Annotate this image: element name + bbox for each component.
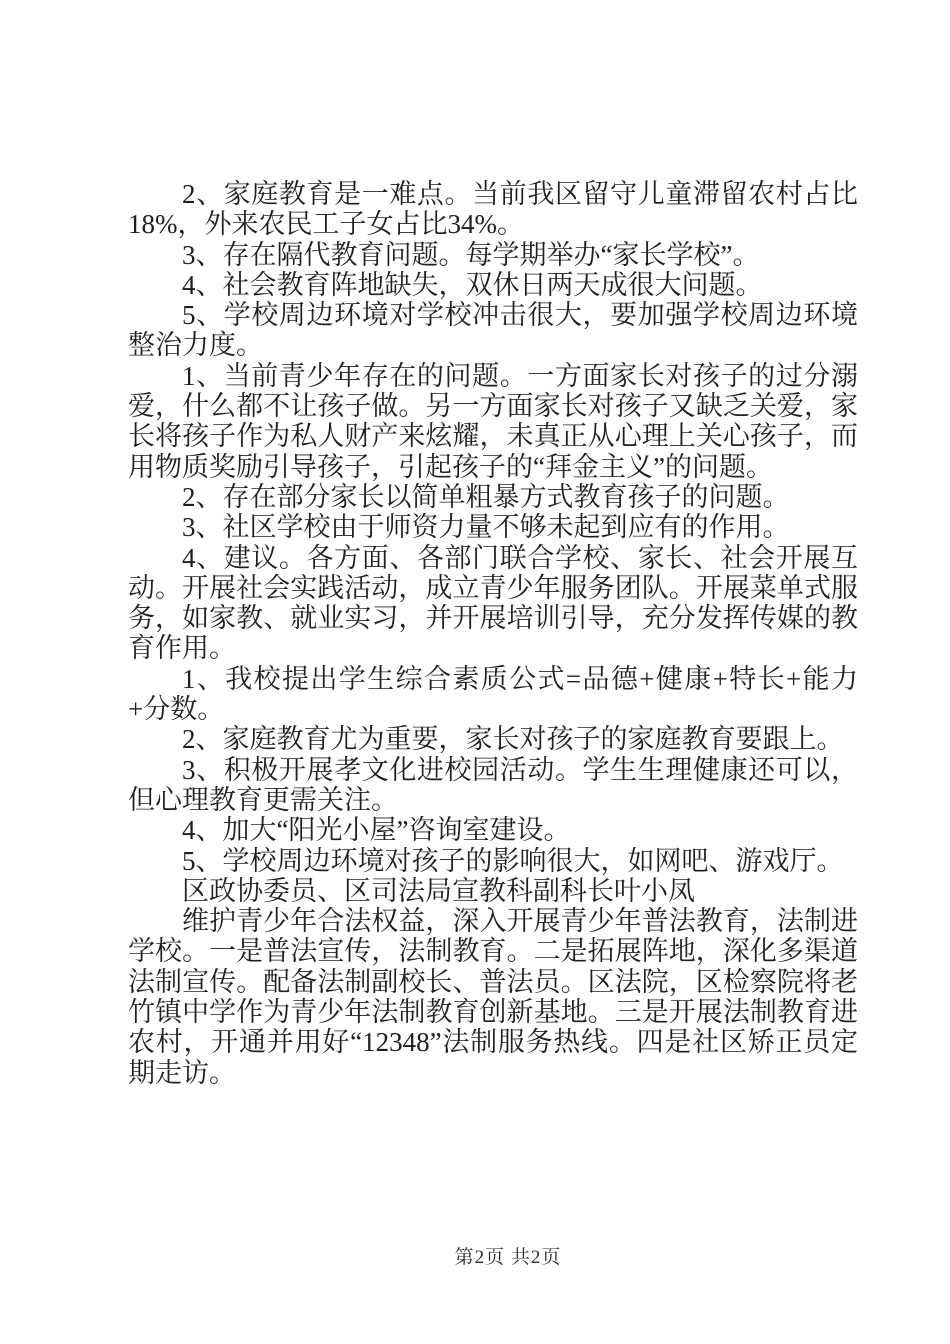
paragraph: 3、存在隔代教育问题。每学期举办“家长学校”。: [182, 239, 760, 270]
paragraph: 1、当前青少年存在的问题。一方面家长对孩子的过分溺爱，什么都不让孩子做。另一方面家长对孩子又缺乏关爱，家长将孩子作为私人财产来炫耀，未真正从心理上关心孩子，而用物质奖励引导孩子，引起孩子的“拜金主义”的问题。: [128, 360, 858, 482]
paragraph: 维护青少年合法权益，深入开展青少年普法教育，法制进学校。一是普法宣传，法制教育。二是拓展阵地，深化多渠道法制宣传。配备法制副校长、普法员。区法院，区检察院将老竹镇中学作为青少年法制教育创新基地。三是开展法制教育进农村，开通并用好“12348”法制服务热线。四是社区矫正员定期走访。: [128, 906, 858, 1088]
paragraph: 3、积极开展孝文化进校园活动。学生生理健康还可以，但心理教育更需关注。: [128, 754, 858, 815]
page-footer: [0, 1242, 950, 1269]
paragraph: 4、建议。各方面、各部门联合学校、家长、社会开展互动。开展社会实践活动，成立青少年服务团队。开展菜单式服务，如家教、就业实习，并开展培训引导，充分发挥传媒的教育作用。: [128, 542, 858, 664]
paragraph: 2、家庭教育是一难点。当前我区留守儿童滞留农村占比18%，外来农民工子女占比34%。: [128, 179, 858, 240]
paragraph: 5、学校周边环境对学校冲击很大，要加强学校周边环境整治力度。: [128, 300, 858, 361]
paragraph: 3、社区学校由于师资力量不够未起到应有的作用。: [182, 512, 790, 543]
paragraph: 区政协委员、区司法局宣教科副科长叶小凤: [182, 875, 695, 906]
paragraph: 1、我校提出学生综合素质公式=品德+健康+特长+能力+分数。: [128, 663, 858, 725]
paragraph: 4、社会教育阵地缺失，双休日两天成很大问题。: [182, 269, 763, 300]
paragraph: 4、加大“阳光小屋”咨询室建设。: [182, 815, 571, 846]
document-body: [128, 179, 858, 1088]
paragraph: 2、家庭教育尤为重要，家长对孩子的家庭教育要跟上。: [182, 724, 844, 755]
page-number: 第2页 共2页: [454, 1247, 562, 1268]
paragraph: 2、存在部分家长以简单粗暴方式教育孩子的问题。: [182, 481, 790, 512]
paragraph: 5、学校周边环境对孩子的影响很大，如网吧、游戏厅。: [182, 845, 844, 876]
